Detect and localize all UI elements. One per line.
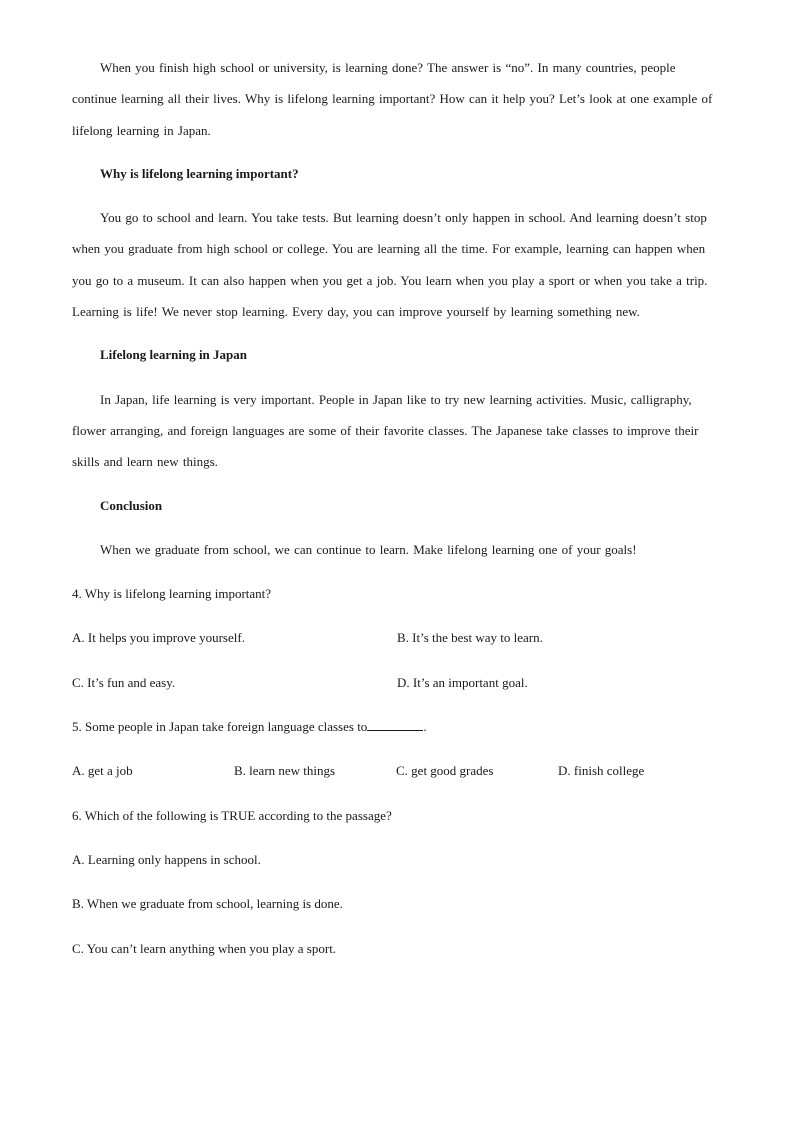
question-5-options-row (72, 755, 724, 786)
section-heading-why: Why is lifelong learning important? (100, 165, 299, 181)
question-5-stem: 5. Some people in Japan take foreign language classes to (72, 719, 368, 735)
question-4-option-c: C. It’s fun and easy. (72, 674, 176, 690)
question-4-options-row-1 (72, 622, 724, 653)
section-heading-conclusion: Conclusion (100, 497, 163, 513)
document-page (72, 52, 724, 964)
section-body-conclusion: When we graduate from school, we can continue to learn. Make lifelong learning one of your goals! (100, 541, 637, 557)
section-body-why: You go to school and learn. You take tests. But learning doesn’t only happen in school. And learning doesn’t stop when you graduate from high school or college. You are learning all the time. For example, learning can happen when you go to a museum. It can also happen when you get a job. You learn when you play a sport or when you take a trip. Learning is life! We never stop learning. Every day, you can improve yourself by learning something new. (72, 210, 708, 320)
section-body-japan: In Japan, life learning is very important. People in Japan like to try new learning activities. Music, calligraphy, flower arranging, and foreign languages are some of their favorite classes. The Japanese take classes to improve their skills and learn new things. (72, 391, 699, 470)
question-4-option-d: D. It’s an important goal. (397, 674, 528, 690)
passage-intro: When you finish high school or university, is learning done? The answer is “no”. In many countries, people continue learning all their lives. Why is lifelong learning important? How can it help you? Let’s look at one example of lifelong learning in Japan. (72, 60, 713, 138)
question-5-option-d: D. finish college (558, 763, 645, 779)
question-4-stem: 4. Why is lifelong learning important? (72, 586, 272, 602)
answer-blank (367, 718, 423, 731)
question-6-option-c: C. You can’t learn anything when you play a sport. (72, 940, 337, 956)
question-5-option-c: C. get good grades (396, 763, 494, 779)
question-5-stem-end: . (423, 719, 427, 735)
question-5-stem-line (72, 711, 724, 742)
question-4-option-b: B. It’s the best way to learn. (397, 630, 543, 646)
question-6-stem: 6. Which of the following is TRUE according to the passage? (72, 807, 392, 823)
question-5-option-b: B. learn new things (234, 763, 336, 779)
question-4-options-row-2 (72, 667, 724, 698)
question-4-option-a: A. It helps you improve yourself. (72, 630, 245, 646)
question-6-option-a: A. Learning only happens in school. (72, 851, 261, 867)
section-heading-japan: Lifelong learning in Japan (100, 347, 247, 363)
question-5-option-a: A. get a job (72, 763, 133, 779)
question-6-option-b: B. When we graduate from school, learning is done. (72, 896, 343, 912)
